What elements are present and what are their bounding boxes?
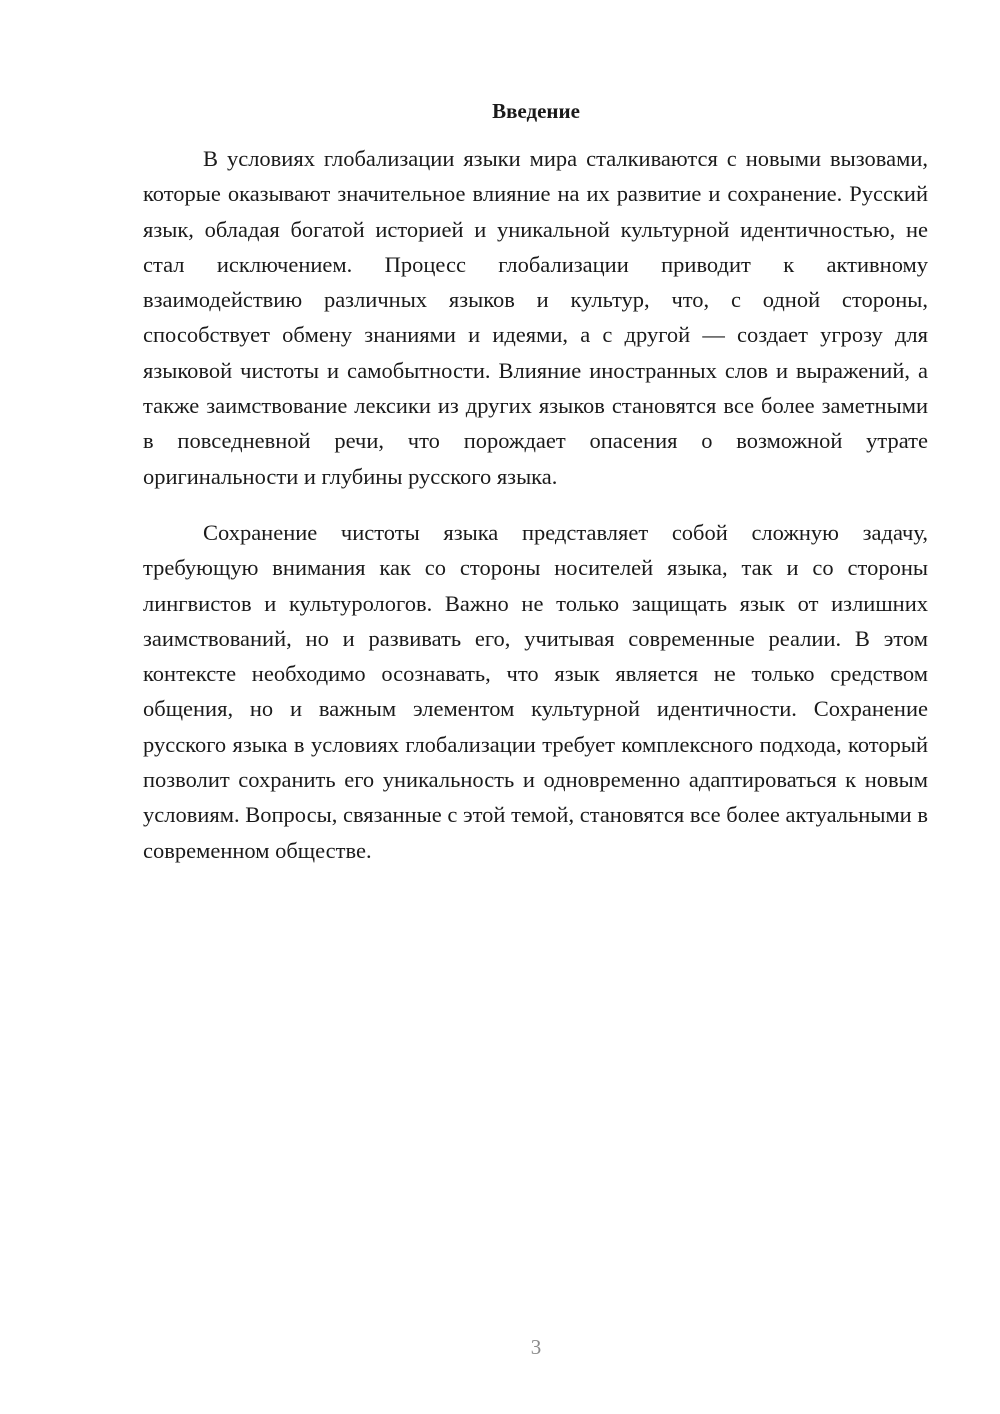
page-number: 3	[530, 1335, 542, 1359]
section-heading: Введение	[492, 99, 580, 123]
paragraph: Сохранение чистоты языка представляет собой сложную задачу, требующую внимания как со стороны носителей языка, так и со стороны лингвистов и культурологов. Важно не только защищать язык от излишних заимствований, но и развивать его, учитывая современные реалии. В этом контексте необходимо осознавать, что язык является не только средством общения, но и важным элементом культурной идентичности. Сохранение русского языка в условиях глобализации требует комплексного подхода, который позволит сохранить его уникальность и одновременно адаптироваться к новым условиям. Вопросы, связанные с этой темой, становятся все более актуальными в современном обществе.	[143, 519, 928, 863]
body-text	[143, 141, 928, 868]
paragraph: В условиях глобализации языки мира сталкиваются с новыми вызовами, которые оказывают значительное влияние на их развитие и сохранение. Русский язык, обладая богатой историей и уникальной культурной идентичностью, не стал исключением. Процесс глобализации приводит к активному взаимодействию различных языков и культур, что, с одной стороны, способствует обмену знаниями и идеями, а с другой — создает угрозу для языковой чистоты и самобытности. Влияние иностранных слов и выражений, а также заимствование лексики из других языков становятся все более заметными в повседневной речи, что порождает опасения о возможной утрате оригинальности и глубины русского языка.	[143, 146, 928, 489]
